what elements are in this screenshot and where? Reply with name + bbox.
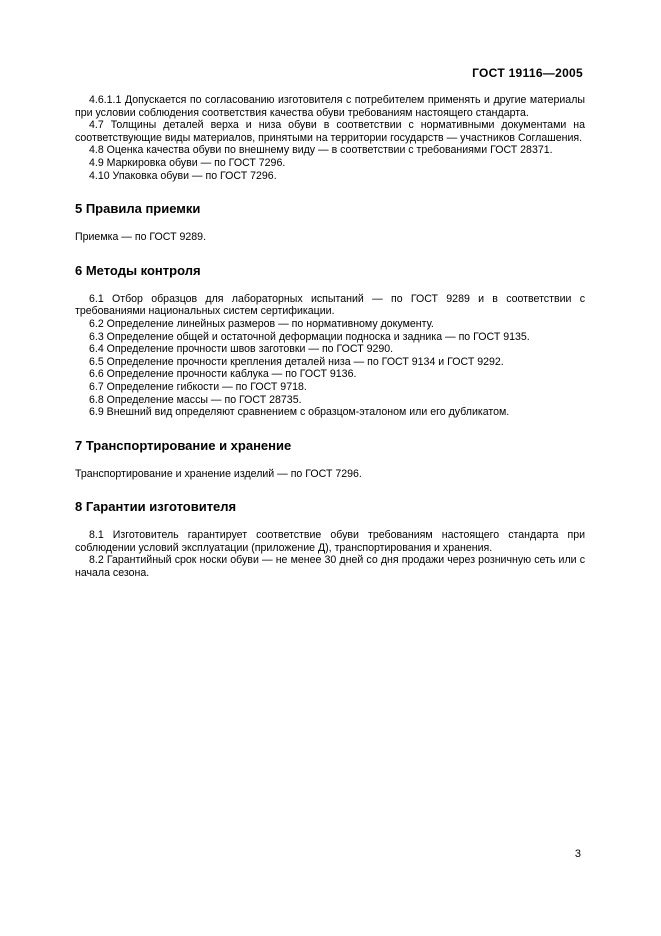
section-8-title: 8 Гарантии изготовителя	[75, 499, 237, 515]
standard-code-header: ГОСТ 19116—2005	[472, 66, 583, 80]
paragraph-4-6-1-1: 4.6.1.1 Допускается по согласованию изготовителя с потребителем применять и другие материалы при условии соблюдения соответствия качества обуви требованиям настоящего стандарта.	[75, 94, 585, 119]
paragraph-4-8: 4.8 Оценка качества обуви по внешнему виду — в соответствии с требованиями ГОСТ 28371.	[89, 144, 553, 157]
paragraph-6-2: 6.2 Определение линейных размеров — по нормативному документу.	[89, 317, 434, 330]
section-5-text: Приемка — по ГОСТ 9289.	[75, 231, 207, 244]
paragraph-8-1: 8.1 Изготовитель гарантирует соответствие обуви требованиям настоящего стандарта при соблюдении условий эксплуатации (приложение Д), транспортирования и хранения.	[75, 529, 585, 554]
page-number: 3	[574, 848, 581, 860]
paragraph-8-2: 8.2 Гарантийный срок носки обуви — не менее 30 дней со дня продажи через розничную сеть или с начала сезона.	[75, 554, 585, 580]
paragraph-6-4: 6.4 Определение прочности швов заготовки — по ГОСТ 9290.	[89, 343, 394, 356]
paragraph-6-9: 6.9 Внешний вид определяют сравнением с образцом-эталоном или его дубликатом.	[89, 406, 510, 419]
section-5-title: 5 Правила приемки	[75, 201, 201, 217]
document-body	[75, 94, 585, 580]
paragraph-4-10: 4.10 Упаковка обуви — по ГОСТ 7296.	[89, 169, 277, 182]
paragraph-4-7: 4.7 Толщины деталей верха и низа обуви в соответствии с нормативными документами на соответствующие виды материалов, принятыми на территории государств — участников Соглашения.	[75, 119, 585, 144]
paragraph-6-5: 6.5 Определение прочности крепления деталей низа — по ГОСТ 9134 и ГОСТ 9292.	[89, 355, 504, 368]
paragraph-6-1: 6.1 Отбор образцов для лабораторных испытаний — по ГОСТ 9289 и в соответствии с требованиями национальных систем сертификации.	[75, 292, 585, 318]
paragraph-6-8: 6.8 Определение массы — по ГОСТ 28735.	[89, 393, 302, 406]
paragraph-6-6: 6.6 Определение прочности каблука — по ГОСТ 9136.	[89, 368, 357, 381]
section-7-text: Транспортирование и хранение изделий — по ГОСТ 7296.	[75, 467, 362, 480]
section-6-title: 6 Методы контроля	[75, 262, 201, 278]
section-7-title: 7 Транспортирование и хранение	[75, 437, 292, 453]
paragraph-6-3: 6.3 Определение общей и остаточной деформации подноска и задника — по ГОСТ 9135.	[89, 330, 530, 343]
paragraph-6-7: 6.7 Определение гибкости — по ГОСТ 9718.	[89, 380, 307, 393]
paragraph-4-9: 4.9 Маркировка обуви — по ГОСТ 7296.	[89, 156, 286, 169]
